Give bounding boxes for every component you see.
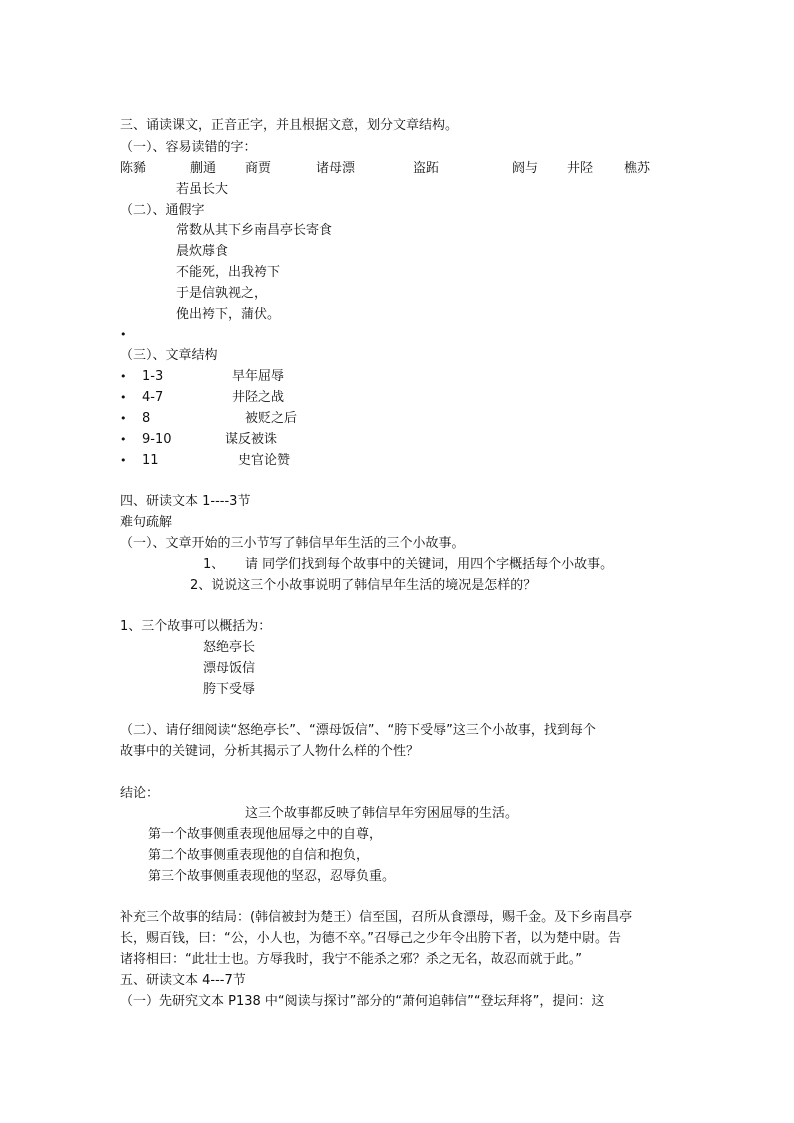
word-item: 井陉 (567, 161, 594, 176)
question-1b: 2、说说这三个小故事说明了韩信早年生活的境况是怎样的？ (190, 578, 537, 593)
subheading-structure: （三）、文章结构 (120, 348, 218, 363)
conclusion-label: 结论： (120, 786, 160, 801)
structure-title: 被贬之后 (245, 411, 298, 426)
question-1a: 请 同学们找到每个故事中的关键词，用四个字概括每个小故事。 (245, 557, 614, 572)
supplement-line: 长，赐百钱，曰：“公，小人也，为德不卒。”召辱己之少年令出胯下者，以为楚中尉。告 (120, 931, 621, 946)
question-2-line1: （二）、请仔细阅读“怒绝亭长”、“漂母饭信”、“胯下受辱”这三个小故事，找到每个 (120, 723, 596, 738)
structure-range: 1-3 (142, 369, 164, 384)
bullet-icon: • (120, 433, 127, 446)
question-1: （一）、文章开始的三小节写了韩信早年生活的三个小故事。 (120, 536, 465, 551)
structure-range: 9-10 (142, 432, 172, 447)
word-item: 陈豨 (120, 161, 147, 176)
bullet-icon: • (120, 391, 127, 404)
tongjia-item: 于是信孰视之， (176, 286, 268, 301)
structure-title: 井陉之战 (232, 390, 285, 405)
section5-heading: 五、研读文本 4---7节 (120, 973, 246, 988)
bullet-icon: • (120, 370, 127, 383)
supplement-line: 诸将相曰：“此壮士也。方辱我时，我宁不能杀之邪？杀之无名，故忍而就于此。” (120, 952, 582, 967)
subheading-misread: （一）、容易读错的字： (120, 140, 257, 155)
answer-intro: 1、三个故事可以概括为： (120, 619, 272, 634)
word-item: 商贾 (245, 161, 272, 176)
word-item: 蒯通 (190, 161, 217, 176)
word-item: 阏与 (512, 161, 539, 176)
subheading-difficult: 难句疏解 (120, 515, 173, 530)
tongjia-item: 常数从其下乡南昌亭长寄食 (176, 223, 333, 238)
supplement-line: 补充三个故事的结局：(韩信被封为楚王）信至国，召所从食漂母，赐千金。及下乡南昌亭 (120, 910, 633, 925)
tongjia-item: 晨炊蓐食 (176, 244, 229, 259)
word-item: 樵苏 (624, 161, 651, 176)
section5-question-1: （一）先研究文本 P138 中“阅读与探讨”部分的“萧何追韩信”“登坛拜将”，提问：这 (120, 994, 605, 1009)
structure-title: 谋反被诛 (225, 432, 278, 447)
conclusion-line: 第二个故事侧重表现他的自信和抱负， (148, 848, 370, 863)
section4-heading: 四、研读文本 1----3节 (120, 494, 251, 509)
story-item: 胯下受辱 (203, 682, 256, 697)
word-item: 若虽长大 (176, 182, 229, 197)
bullet-icon: • (120, 454, 127, 467)
tongjia-item: 俛出袴下，蒲伏。 (176, 307, 281, 322)
conclusion-line: 第三个故事侧重表现他的坚忍，忍辱负重。 (148, 869, 396, 884)
structure-range: 8 (142, 411, 151, 426)
structure-title: 史官论赞 (238, 453, 291, 468)
story-item: 怒绝亭长 (203, 640, 256, 655)
conclusion-line: 第一个故事侧重表现他屈辱之中的自尊， (148, 827, 383, 842)
structure-range: 4-7 (142, 390, 164, 405)
tongjia-item: 不能死，出我袴下 (176, 265, 281, 280)
bullet-icon: • (120, 412, 127, 425)
structure-range: 11 (142, 453, 159, 468)
story-item: 漂母饭信 (203, 661, 256, 676)
word-item: 诸母漂 (316, 161, 356, 176)
question-1a-number: 1、 (203, 557, 225, 572)
subheading-tongjia: （二）、通假字 (120, 203, 205, 218)
section3-heading: 三、诵读课文，正音正字，并且根据文意，划分文章结构。 (120, 118, 459, 133)
conclusion-line: 这三个故事都反映了韩信早年穷困屈辱的生活。 (245, 806, 519, 821)
question-2-line2: 故事中的关键词，分析其揭示了人物什么样的个性？ (120, 744, 420, 759)
structure-title: 早年屈辱 (232, 369, 285, 384)
bullet-icon: • (120, 328, 127, 341)
word-item: 盗跖 (413, 161, 440, 176)
